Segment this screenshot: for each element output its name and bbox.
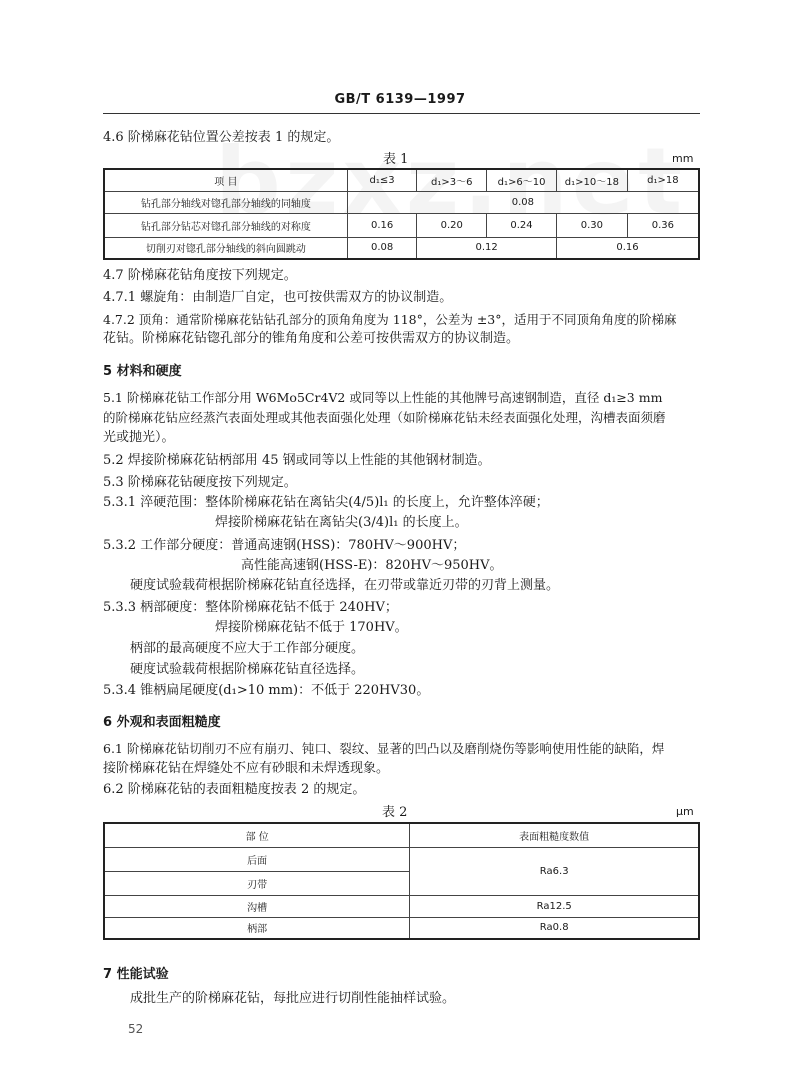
table1-header-col: d₁>3～6 xyxy=(417,169,487,191)
section-7-heading: 7 性能试验 xyxy=(103,967,169,982)
table1-cell: 0.08 xyxy=(347,237,417,259)
table1-row-label: 钻孔部分钻芯对锪孔部分轴线的对称度 xyxy=(104,213,347,237)
clause-5-3-2: 5.3.2 工作部分硬度：普通高速钢(HSS)：780HV～900HV； xyxy=(103,538,466,553)
clause-6-1-cont: 接阶梯麻花钻在焊缝处不应有砂眼和未焊透现象。 xyxy=(103,761,390,776)
table-row xyxy=(104,213,699,237)
clause-5-3: 5.3 阶梯麻花钻硬度按下列规定。 xyxy=(103,475,297,490)
clause-4-6: 4.6 阶梯麻花钻位置公差按表 1 的规定。 xyxy=(103,130,340,145)
table2-header-value: 表面粗糙度数值 xyxy=(410,823,699,847)
table2-value: Ra0.8 xyxy=(410,917,699,939)
table1-row-label: 钻孔部分轴线对锪孔部分轴线的同轴度 xyxy=(104,191,347,213)
table2-header-row xyxy=(104,823,699,847)
section-5-heading: 5 材料和硬度 xyxy=(103,364,182,379)
table2-value: Ra12.5 xyxy=(410,895,699,917)
clause-4-7-1: 4.7.1 螺旋角：由制造厂自定，也可按供需双方的协议制造。 xyxy=(103,290,453,305)
clause-5-3-3-cont: 焊接阶梯麻花钻不低于 170HV。 xyxy=(215,620,408,635)
clause-4-7: 4.7 阶梯麻花钻角度按下列规定。 xyxy=(103,268,297,283)
table-2 xyxy=(103,822,700,940)
table2-value: Ra6.3 xyxy=(410,847,699,895)
table1-cell: 0.12 xyxy=(417,237,557,259)
page-number: 52 xyxy=(128,1022,144,1036)
section-6-heading: 6 外观和表面粗糙度 xyxy=(103,715,221,730)
table1-cell: 0.24 xyxy=(487,213,557,237)
table2-unit: μm xyxy=(676,805,694,818)
header-rule xyxy=(103,113,700,114)
clause-5-3-2-note: 硬度试验载荷根据阶梯麻花钻直径选择，在刃带或靠近刃带的刃背上测量。 xyxy=(130,578,560,593)
table-1 xyxy=(103,168,700,260)
table1-cell: 0.30 xyxy=(556,213,627,237)
table2-part: 后面 xyxy=(104,847,410,871)
clause-5-3-1-cont: 焊接阶梯麻花钻在离钻尖(3/4)l₁ 的长度上。 xyxy=(215,515,468,530)
clause-5-3-4: 5.3.4 锥柄扁尾硬度(d₁>10 mm)：不低于 220HV30。 xyxy=(103,683,430,698)
table1-header-item: 项 目 xyxy=(104,169,347,191)
table1-cell: 0.16 xyxy=(556,237,699,259)
table1-header-col: d₁≤3 xyxy=(347,169,417,191)
table2-part: 沟槽 xyxy=(104,895,410,917)
clause-6-2: 6.2 阶梯麻花钻的表面粗糙度按表 2 的规定。 xyxy=(103,782,366,797)
table1-header-col: d₁>10～18 xyxy=(556,169,627,191)
table1-cell: 0.20 xyxy=(417,213,487,237)
clause-6-1: 6.1 阶梯麻花钻切削刃不应有崩刃、钝口、裂纹、显著的凹凸以及磨削烧伤等影响使用性能的缺陷，焊 xyxy=(103,741,665,756)
clause-5-3-3-note2: 硬度试验载荷根据阶梯麻花钻直径选择。 xyxy=(130,662,365,677)
table-row xyxy=(104,191,699,213)
clause-4-7-2-cont: 花钻。阶梯麻花钻锪孔部分的锥角角度和公差可按供需双方的协议制造。 xyxy=(103,331,520,346)
table1-cell: 0.08 xyxy=(347,191,699,213)
table1-cell: 0.36 xyxy=(627,213,699,237)
table-row xyxy=(104,237,699,259)
table-row xyxy=(104,895,699,917)
clause-7: 成批生产的阶梯麻花钻，每批应进行切削性能抽样试验。 xyxy=(130,991,456,1006)
table1-cell: 0.16 xyxy=(347,213,417,237)
standard-header: GB/T 6139—1997 xyxy=(334,92,466,107)
table2-header-part: 部 位 xyxy=(104,823,410,847)
clause-4-7-2: 4.7.2 顶角：通常阶梯麻花钻钻孔部分的顶角角度为 118°，公差为 ±3°，适用于不同顶角角度的阶梯麻 xyxy=(103,312,677,327)
table1-caption: 表 1 xyxy=(383,152,409,167)
table1-header-col: d₁>6～10 xyxy=(487,169,557,191)
clause-5-1-end: 光或抛光）。 xyxy=(103,430,175,445)
clause-5-3-3: 5.3.3 柄部硬度：整体阶梯麻花钻不低于 240HV； xyxy=(103,600,398,615)
table1-unit: mm xyxy=(672,152,694,165)
table1-header-row xyxy=(104,169,699,191)
table1-header-col: d₁>18 xyxy=(627,169,699,191)
clause-5-1-cont: 的阶梯麻花钻应经蒸汽表面处理或其他表面强化处理（如阶梯麻花钻未经表面强化处理，沟槽表面须磨 xyxy=(103,410,666,425)
clause-5-3-2-cont: 高性能高速钢(HSS-E)：820HV～950HV。 xyxy=(241,558,503,573)
table2-part: 柄部 xyxy=(104,917,410,939)
table-row xyxy=(104,917,699,939)
table2-caption: 表 2 xyxy=(382,805,408,820)
table2-part: 刃带 xyxy=(104,871,410,895)
clause-5-1: 5.1 阶梯麻花钻工作部分用 W6Mo5Cr4V2 或同等以上性能的其他牌号高速钢制造，直径 d₁≥3 mm xyxy=(103,390,663,405)
table1-row-label: 切削刃对锪孔部分轴线的斜向圆跳动 xyxy=(104,237,347,259)
clause-5-3-1: 5.3.1 淬硬范围：整体阶梯麻花钻在离钻尖(4/5)l₁ 的长度上，允许整体淬硬； xyxy=(103,495,549,510)
table-row xyxy=(104,847,699,871)
clause-5-2: 5.2 焊接阶梯麻花钻柄部用 45 钢或同等以上性能的其他钢材制造。 xyxy=(103,453,491,468)
clause-5-3-3-note1: 柄部的最高硬度不应大于工作部分硬度。 xyxy=(130,641,365,656)
